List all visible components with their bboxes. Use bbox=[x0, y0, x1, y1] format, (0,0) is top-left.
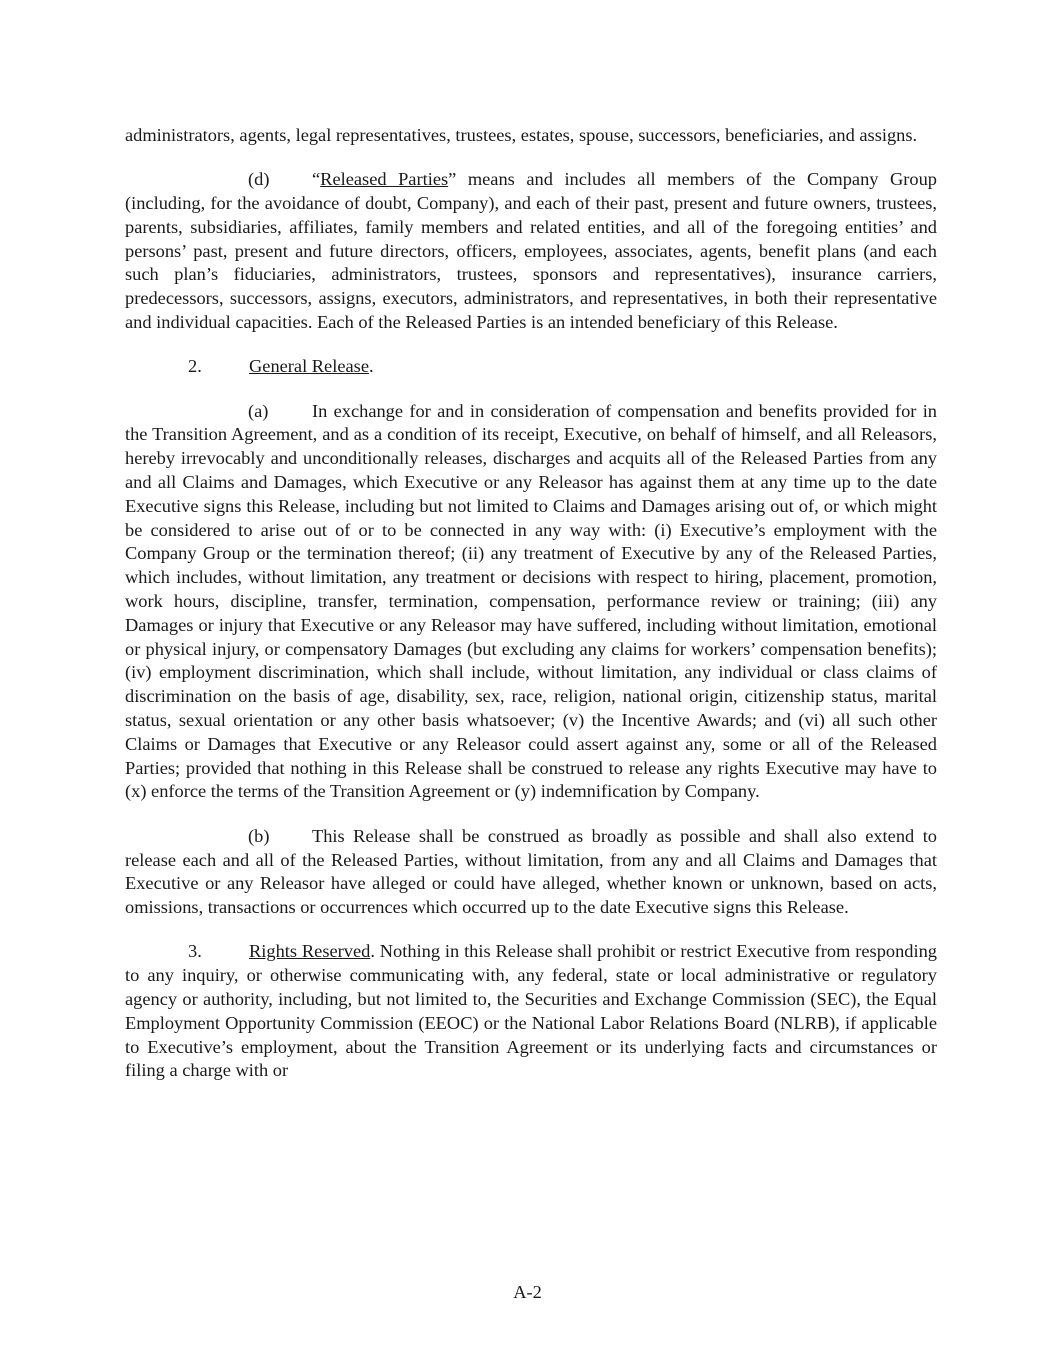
intro-text: administrators, agents, legal representatives, trustees, estates, spouse, successors, beneficiaries, and assigns. bbox=[125, 125, 918, 145]
paragraph-2b-marker: (b) bbox=[248, 825, 270, 846]
intro-paragraph bbox=[125, 124, 937, 148]
section-3-title: Rights Reserved bbox=[249, 941, 371, 962]
section-2-number: 2. bbox=[188, 356, 202, 377]
section-3-title-suffix: . bbox=[370, 941, 375, 962]
paragraph-2a-marker: (a) bbox=[248, 400, 269, 421]
section-2-heading bbox=[125, 355, 937, 379]
paragraph-2a bbox=[125, 400, 937, 805]
paragraph-d-text: means and includes all members of the Company Group (including, for the avoidance of doubt, Company), and each of their past, present and future owners, trustees, parents, subsidiaries, affiliates, family members and related entities, and all of the foregoing entities’ and persons’ past, present and future directors, officers, employees, associates, agents, benefit plans (and each such plan’s fiduciaries, administrators, trustees, sponsors and representatives), insurance carriers, predecessors, successors, assigns, executors, administrators, and representatives, in both their representative and individual capacities. Each of the Released Parties is an intended beneficiary of this Release. bbox=[125, 169, 937, 333]
page-number: A-2 bbox=[513, 1282, 542, 1302]
section-3-paragraph bbox=[125, 940, 937, 1083]
paragraph-2a-text: In exchange for and in consideration of compensation and benefits provided for in the Transition Agreement, and as a condition of its receipt, Executive, on behalf of himself, and all Releasors, hereby irrevocably and unconditionally releases, discharges and acquits all of the Released Parties from any and all Claims and Damages, which Executive or any Releasor has against them at any time up to the date Executive signs this Release, including but not limited to Claims and Damages arising out of, or which might be considered to arise out of or to be connected in any way with: (i) Executive’s employment with the Company Group or the termination thereof; (ii) any treatment of Executive by any of the Released Parties, which includes, without limitation, any treatment or decisions with respect to hiring, placement, promotion, work hours, discipline, transfer, termination, compensation, performance review or training; (iii) any Damages or injury that Executive or any Releasor may have suffered, including without limitation, emotional or physical injury, or compensatory Damages (but excluding any claims for workers’ compensation benefits); (iv) employment discrimination, which shall include, without limitation, any individual or class claims of discrimination on the basis of age, disability, sex, race, religion, national origin, citizenship status, marital status, sexual orientation or any other basis whatsoever; (v) the Incentive Awards; and (vi) all such other Claims or Damages that Executive or any Releasor could assert against any, some or all of the Released Parties; provided that nothing in this Release shall be construed to release any rights Executive may have to (x) enforce the terms of the Transition Agreement or (y) indemnification by Company. bbox=[125, 400, 937, 802]
section-3-number: 3. bbox=[188, 941, 202, 962]
paragraph-d-close-quote: ” bbox=[448, 169, 457, 190]
paragraph-d-marker: (d) bbox=[248, 169, 270, 190]
defined-term-released-parties: Released Parties bbox=[320, 169, 449, 190]
paragraph-d bbox=[125, 168, 937, 335]
document-page bbox=[125, 124, 937, 1104]
section-2-title-suffix: . bbox=[368, 356, 374, 377]
section-2-title: General Release bbox=[249, 356, 369, 377]
paragraph-2b bbox=[125, 825, 937, 920]
paragraph-2b-text: This Release shall be construed as broadly as possible and shall also extend to release each and all of the Released Parties, without limitation, from any and all Claims and Damages that Executive or any Releasor have alleged or could have alleged, whether known or unknown, based on acts, omissions, transactions or occurrences which occurred up to the date Executive signs this Release. bbox=[125, 825, 937, 918]
paragraph-d-open-quote: “ bbox=[312, 169, 321, 190]
section-3-text: Nothing in this Release shall prohibit or restrict Executive from responding to any inquiry, or otherwise communicating with, any federal, state or local administrative or regulatory agency or authority, including, but not limited to, the Securities and Exchange Commission (SEC), the Equal Employment Opportunity Commission (EEOC) or the National Labor Relations Board (NLRB), if applicable to Executive’s employment, about the Transition Agreement or its underlying facts and circumstances or filing a charge with or bbox=[125, 941, 937, 1081]
